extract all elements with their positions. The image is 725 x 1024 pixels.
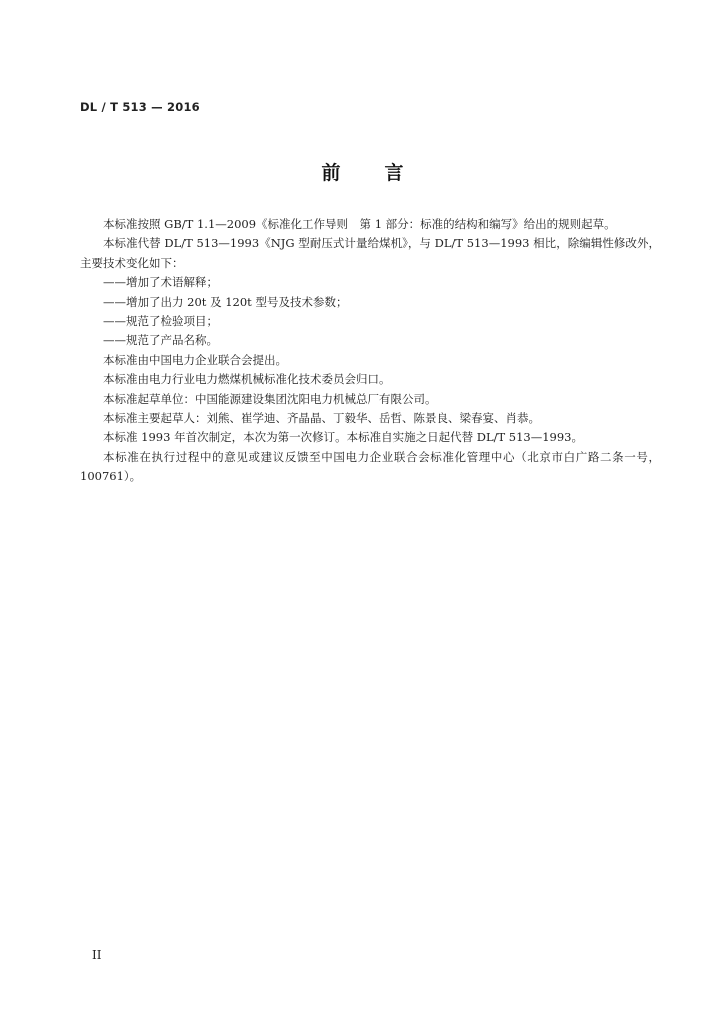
page-number: II — [92, 948, 102, 962]
paragraph-drafters: 本标准主要起草人：刘熊、崔学迪、齐晶晶、丁毅华、岳哲、陈景良、梁春宴、肖恭。 — [103, 411, 540, 426]
paragraph-committee: 本标准由电力行业电力燃煤机械标准化技术委员会归口。 — [103, 372, 391, 387]
paragraph-feedback: 本标准在执行过程中的意见或建议反馈至中国电力企业联合会标准化管理中心（北京市白广路二条一号，100761）。 — [80, 449, 660, 484]
paragraph-proposer: 本标准由中国电力企业联合会提出。 — [103, 352, 287, 367]
title-char-1: 前 — [321, 162, 341, 184]
title-char-2: 言 — [384, 162, 404, 184]
paragraph-drafting-unit: 本标准起草单位：中国能源建设集团沈阳电力机械总厂有限公司。 — [103, 391, 437, 406]
paragraph-history: 本标准 1993 年首次制定，本次为第一次修订。本标准自实施之日起代替 DL/T 513—1993。 — [103, 430, 584, 445]
standard-code-header: DL / T 513 — 2016 — [80, 100, 200, 114]
foreword-body — [80, 215, 660, 487]
list-item-models: ——增加了出力 20t 及 120t 型号及技术参数； — [103, 294, 348, 309]
page-title — [0, 158, 725, 185]
list-item-terms: ——增加了术语解释； — [103, 275, 218, 290]
list-item-inspection: ——规范了检验项目； — [103, 314, 218, 329]
list-item-product-name: ——规范了产品名称。 — [103, 333, 218, 348]
paragraph-replacement: 本标准代替 DL/T 513—1993《NJG 型耐压式计量给煤机》，与 DL/T 513—1993 相比，除编辑性修改外，主要技术变化如下： — [80, 236, 660, 270]
paragraph-drafting-rules: 本标准按照 GB/T 1.1—2009《标准化工作导则 第 1 部分：标准的结构和编写》给出的规则起草。 — [103, 217, 616, 231]
